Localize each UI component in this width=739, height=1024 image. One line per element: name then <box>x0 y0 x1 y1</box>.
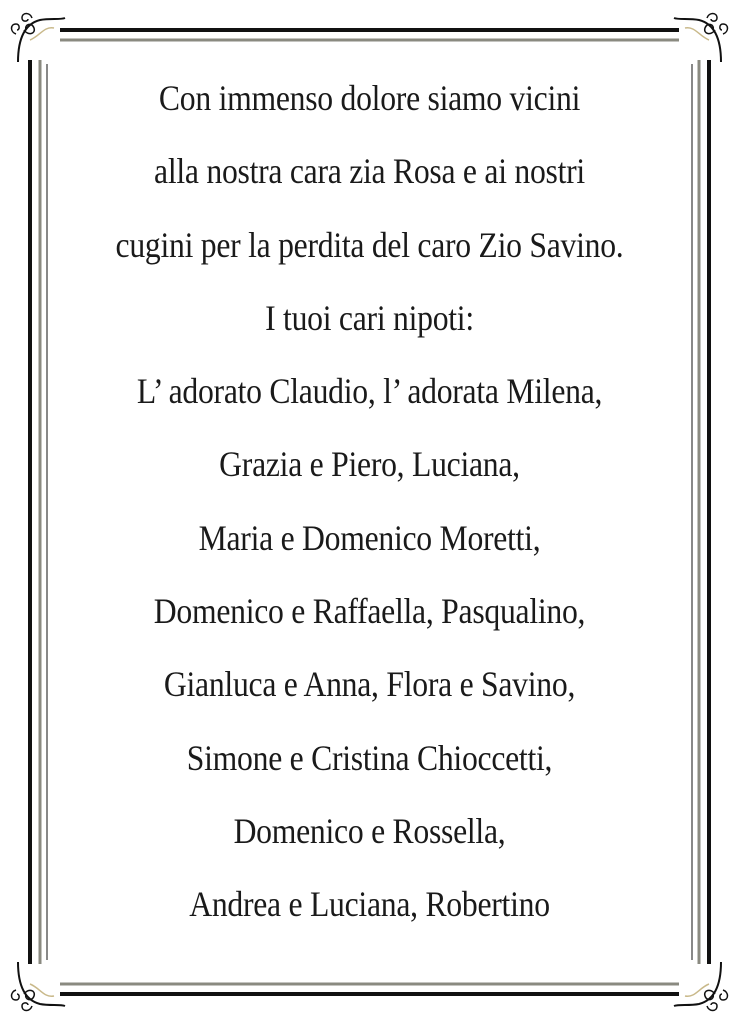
message-line: I tuoi cari nipoti: <box>265 297 474 338</box>
message-line: Maria e Domenico Moretti, <box>198 517 541 558</box>
message-line: Domenico e Raffaella, Pasqualino, <box>153 591 586 632</box>
corner-ornament-top-right <box>669 10 729 70</box>
message-line: Andrea e Luciana, Robertino <box>189 884 550 925</box>
message-line: Gianluca e Anna, Flora e Savino, <box>163 664 576 705</box>
corner-ornament-bottom-right <box>669 954 729 1014</box>
message-line: Con immenso dolore siamo vicini <box>158 78 581 118</box>
corner-ornament-bottom-left <box>10 954 70 1014</box>
condolence-message <box>40 62 699 942</box>
message-line: alla nostra cara zia Rosa e ai nostri <box>154 151 585 192</box>
message-line: Domenico e Rossella, <box>233 810 506 851</box>
message-line: Simone e Cristina Chioccetti, <box>186 737 553 778</box>
message-line: cugini per la perdita del caro Zio Savino. <box>115 224 624 265</box>
message-line: L’ adorato Claudio, l’ adorata Milena, <box>136 371 603 412</box>
message-line: Grazia e Piero, Luciana, <box>219 444 520 485</box>
corner-ornament-top-left <box>10 10 70 70</box>
